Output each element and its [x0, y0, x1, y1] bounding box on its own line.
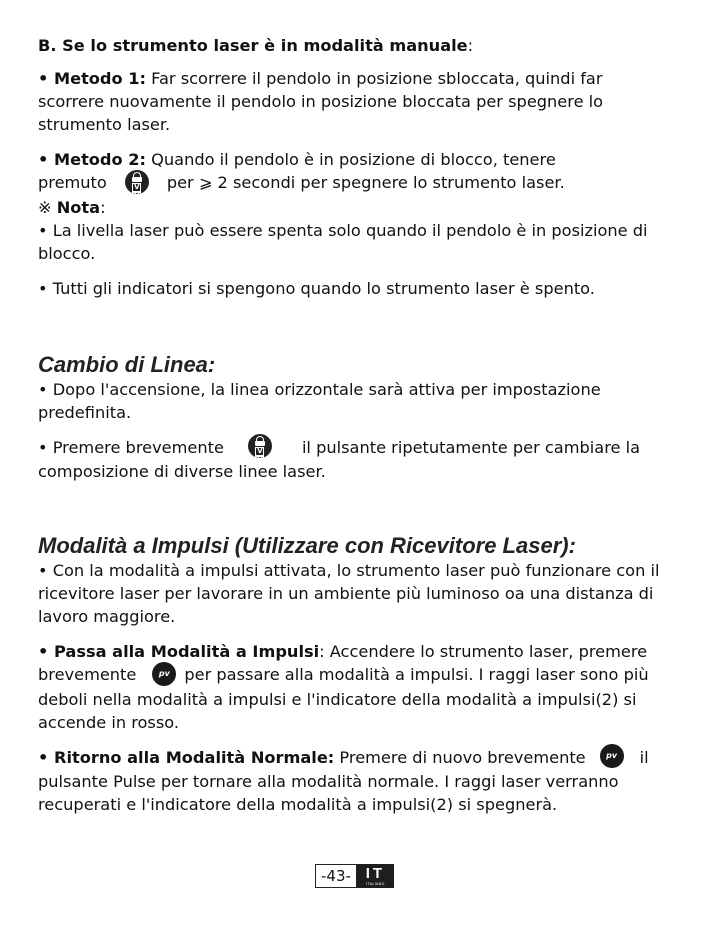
method-2-label: • Metodo 2:	[38, 150, 147, 169]
vh-lock-button-icon: VH	[248, 434, 272, 458]
page-footer	[315, 864, 394, 888]
cambio-heading: Cambio di Linea:	[38, 351, 216, 377]
note-heading: ※ Nota:	[38, 197, 106, 217]
impulsi-p3: • Ritorno alla Modalità Normale: Premere di nuovo brevemente pv il pulsante Pulse per tornare alla modalità normale. I raggi laser verranno recuperati e l'indicatore della modalità a impulsi(2) si spegnerà.	[38, 746, 668, 817]
method-1: • Metodo 1: Far scorrere il pendolo in posizione sbloccata, quindi far scorrere nuovamente il pendolo in posizione bloccata per spegnere lo strumento laser.	[38, 69, 604, 134]
impulsi-p2: • Passa alla Modalità a Impulsi: Accendere lo strumento laser, premere brevemente pv per passare alla modalità a impulsi. I raggi laser sono più deboli nella modalità a impulsi e l'indicatore della modalità a impulsi(2) si accende in rosso.	[38, 642, 649, 732]
method-2: • Metodo 2: Quando il pendolo è in posizione di blocco, tenere premuto VH per ⩾ 2 secondi per spegnere lo strumento laser.	[38, 150, 565, 200]
cambio-p1: • Dopo l'accensione, la linea orizzontale sarà attiva per impostazione predefinita.	[38, 379, 601, 422]
page-number: -43-	[315, 864, 357, 888]
language-badge: IT ITALIANO	[357, 864, 394, 888]
cambio-p2: • Premere brevemente VH il pulsante ripetutamente per cambiare la composizione di diverse linee laser.	[38, 436, 668, 484]
section-b-title: B. Se lo strumento laser è in modalità manuale:	[38, 36, 474, 55]
pulse-button-icon: pv	[152, 662, 176, 686]
impulsi-p1: • Con la modalità a impulsi attivata, lo strumento laser può funzionare con il ricevitore laser per lavorare in un ambiente più luminoso oa una distanza di lavoro maggiore.	[38, 561, 660, 626]
note-2: • Tutti gli indicatori si spengono quando lo strumento laser è spento.	[38, 278, 595, 298]
impulsi-heading: Modalità a Impulsi (Utilizzare con Ricevitore Laser):	[38, 533, 576, 558]
method-1-label: • Metodo 1:	[38, 69, 147, 88]
pulse-button-icon: pv	[600, 744, 624, 768]
manual-page	[38, 34, 668, 816]
vh-lock-button-icon: VH	[125, 170, 149, 194]
note-1: • La livella laser può essere spenta solo quando il pendolo è in posizione di blocco.	[38, 220, 648, 263]
